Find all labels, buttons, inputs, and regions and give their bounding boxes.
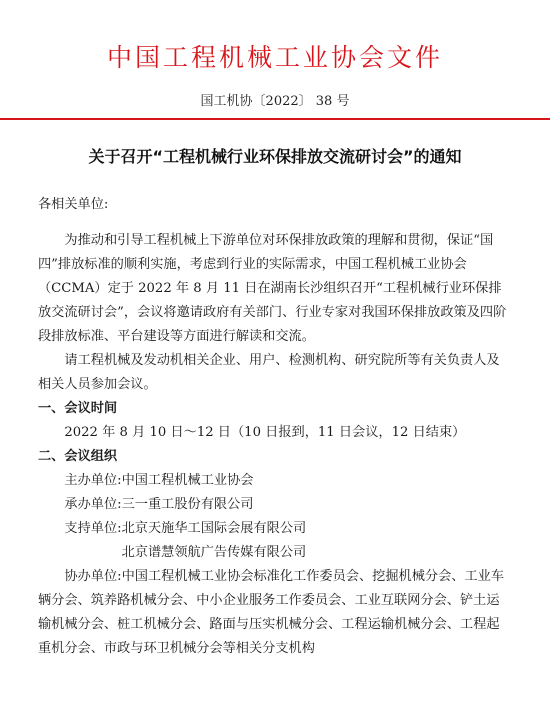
- support-value: 北京天施华工国际会展有限公司: [121, 521, 307, 536]
- document-body: [38, 193, 512, 661]
- organizer-value: 三一重工股份有限公司: [121, 497, 254, 512]
- support-value: 北京谱慧领航广告传媒有限公司: [121, 545, 307, 560]
- section-heading-organization: 二、会议组织: [38, 449, 118, 464]
- host-row: [38, 469, 512, 493]
- organizer-label: 承办单位:: [64, 497, 122, 512]
- meeting-time-text: 2022 年 8 月 10 日～12 日（10 日报到，11 日会议，12 日结束）: [64, 425, 466, 440]
- co-organizer-paragraph: [38, 565, 512, 661]
- co-organizer-label: 协办单位:: [64, 569, 122, 584]
- host-value: 中国工程机械工业协会: [121, 473, 254, 488]
- support-label: 支持单位:: [64, 521, 122, 536]
- co-organizer-value: 中国工程机械工业协会标准化工作委员会、挖掘机械分会、工业车辆分会、筑养路机械分会、中小企业服务工作委员会、工业互联网分会、铲土运输机械分会、桩工机械分会、路面与压实机械分会、工程运输机械分会、工程起重机分会、市政与环卫机械分会等相关分支机构: [38, 569, 505, 656]
- body-paragraph: 请工程机械及发动机相关企业、用户、检测机构、研究院所等有关负责人及相关人员参加会议。: [38, 353, 500, 392]
- document-number: 国工机协〔2022〕 38 号: [200, 94, 350, 109]
- support-row: [38, 517, 512, 565]
- document-header-title: 中国工程机械工业协会文件: [106, 43, 443, 72]
- body-paragraph: 为推动和引导工程机械上下游单位对环保排放政策的理解和贯彻，保证“国四”排放标准的顺利实施，考虑到行业的实际需求，中国工程机械工业协会（CCMA）定于 2022 年 8 月 11 日在湖南长沙组织召开“工程机械行业环保排放交流研讨会”，会议将邀请政府有关部门、行业专家对我国环保排放政策及四阶段排放标准、平台建设等方面进行解读和交流。: [38, 233, 507, 344]
- support-values: [122, 517, 512, 565]
- red-divider-line: [0, 118, 550, 120]
- salutation: 各相关单位:: [38, 197, 109, 212]
- notice-title: 关于召开“工程机械行业环保排放交流研讨会”的通知: [88, 147, 462, 166]
- host-label: 主办单位:: [64, 473, 122, 488]
- section-heading-time: 一、会议时间: [38, 401, 118, 416]
- organizer-row: [38, 493, 512, 517]
